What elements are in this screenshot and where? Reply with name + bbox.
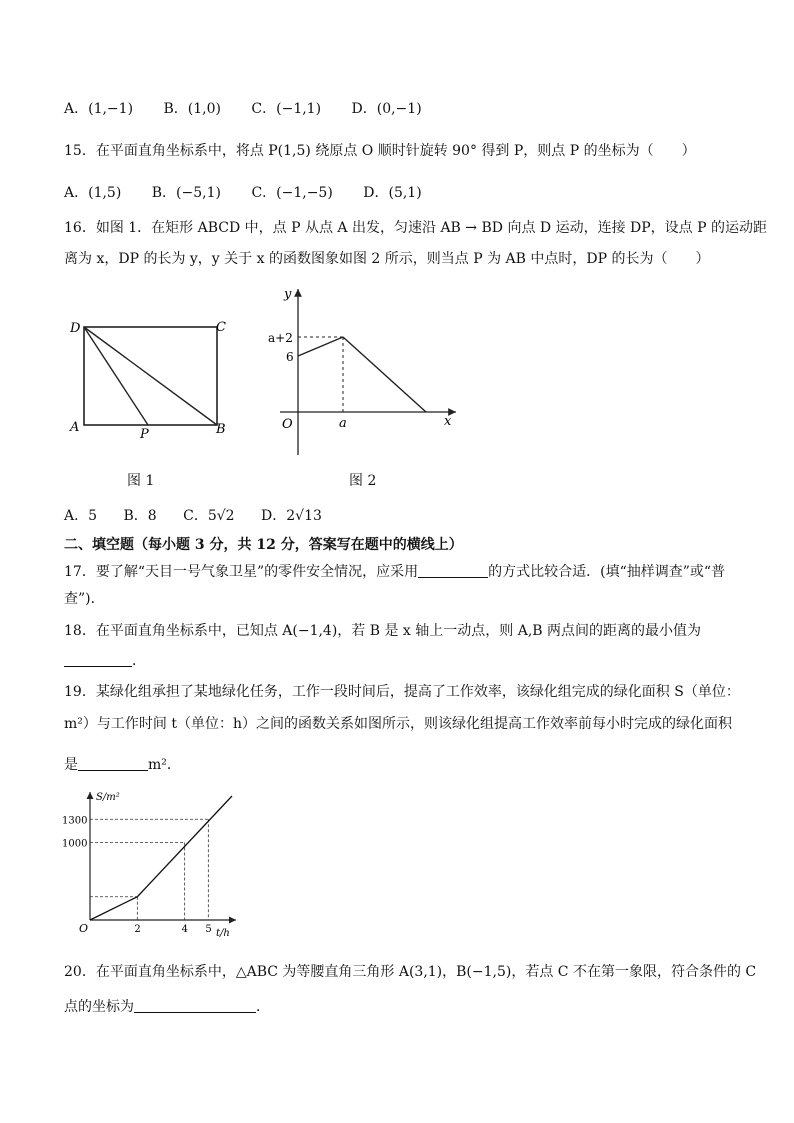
origin-label: O <box>79 922 89 935</box>
q19-text-before: 是 <box>64 757 78 773</box>
q15-option-b: B．(−5,1) <box>151 185 221 201</box>
y-tick-1300: 1300 <box>62 815 88 827</box>
q19-line1: 19．某绿化组承担了某地绿化任务，工作一段时间后，提高了工作效率，该绿化组完成的绿化面积 S（单位： <box>64 684 740 700</box>
q16-option-d: D．2√13 <box>261 508 322 524</box>
y-axis-label: S/m² <box>96 792 120 803</box>
q20-answer-blank[interactable] <box>134 998 256 1013</box>
q16-figure1 <box>66 315 236 440</box>
q17-line1 <box>64 561 725 581</box>
label-c: C <box>216 320 226 335</box>
q18-answer-line <box>64 650 146 670</box>
q15-option-d: D．(5,1) <box>363 185 422 201</box>
segment-dp <box>84 327 148 425</box>
q17-text-after: 的方式比较合适．(填“抽样调查”或“普 <box>488 564 726 580</box>
label-b: B <box>216 422 226 437</box>
x-tick-4: 4 <box>181 924 189 935</box>
q15-question: 15．在平面直角坐标系中，将点 P(1,5) 绕原点 O 顺时针旋转 90° 得到 P，则点 P 的坐标为（ ） <box>64 143 696 159</box>
q15-option-c: C．(−1,−5) <box>251 185 333 201</box>
q16-option-b: B．8 <box>123 508 157 524</box>
label-a: A <box>70 420 80 435</box>
q14-options <box>64 98 448 118</box>
q14-option-d: D．(0,−1) <box>351 101 422 117</box>
q17-line2: 查”)． <box>64 591 105 607</box>
x-axis-label: t/h <box>216 928 230 938</box>
curve-segment <box>298 337 343 356</box>
linear-segment <box>343 337 426 412</box>
label-d: D <box>70 321 81 336</box>
segment-before <box>90 897 137 920</box>
label-p: P <box>140 427 149 440</box>
q15-options <box>64 182 448 202</box>
q20-line1: 20．在平面直角坐标系中，△ABC 为等腰直角三角形 A(3,1)，B(−1,5)，若点 C 不在第一象限，符合条件的 C <box>64 964 757 980</box>
q14-option-c: C．(−1,1) <box>251 101 322 117</box>
q19-chart <box>62 786 242 938</box>
q15-option-a: A．(1,5) <box>64 185 122 201</box>
q19-answer-blank[interactable] <box>78 756 148 771</box>
label-x: x <box>444 414 452 429</box>
section2-title: 二、填空题（每小题 3 分，共 12 分，答案写在题中的横线上） <box>64 537 463 553</box>
segment-after <box>137 796 232 897</box>
label-y: y <box>284 287 292 302</box>
label-a: a <box>339 416 347 431</box>
q17-answer-blank[interactable] <box>418 563 488 578</box>
q16-options <box>64 505 344 525</box>
q16-option-c: C．5√2 <box>183 508 235 524</box>
q16-line2: 离为 x，DP 的长为 y，y 关于 x 的函数图象如图 2 所示，则当点 P 为 AB 中点时，DP 的长为（ ） <box>64 251 710 267</box>
q17-text-before: 17．要了解“天目一号气象卫星”的零件安全情况，应采用 <box>64 564 419 580</box>
q20-line2 <box>64 996 270 1016</box>
q19-unit: m²． <box>148 757 181 773</box>
q16-figure2 <box>262 283 462 458</box>
q16-line1: 16．如图 1．在矩形 ABCD 中，点 P 从点 A 出发，匀速沿 AB → BD 向点 D 运动，连接 DP，设点 P 的运动距 <box>64 220 767 236</box>
y-tick-1000: 1000 <box>62 838 88 850</box>
q20-text-before: 点的坐标为 <box>64 999 134 1015</box>
q16-option-a: A．5 <box>64 508 98 524</box>
q19-line3 <box>64 754 181 774</box>
q20-end: ． <box>256 999 270 1015</box>
q18-end: ． <box>132 653 146 669</box>
q16-figure1-caption: 图 1 <box>127 473 155 489</box>
q19-line2: m²）与工作时间 t（单位：h）之间的函数关系如图所示，则该绿化组提高工作效率前每小时完成的绿化面积 <box>64 716 732 732</box>
label-a-plus-2: a+2 <box>268 331 293 345</box>
label-origin: O <box>282 417 293 432</box>
q14-option-b: B．(1,0) <box>163 101 221 117</box>
diagonal-bd <box>84 327 217 425</box>
x-tick-2: 2 <box>134 924 141 935</box>
x-tick-5: 5 <box>205 924 212 935</box>
q18-answer-blank[interactable] <box>64 652 132 667</box>
label-six: 6 <box>286 350 294 364</box>
q16-figure2-caption: 图 2 <box>349 473 377 489</box>
q18-question: 18．在平面直角坐标系中，已知点 A(−1,4)，若 B 是 x 轴上一动点，则 A,B 两点间的距离的最小值为 <box>64 623 702 639</box>
q14-option-a: A．(1,−1) <box>64 101 134 117</box>
